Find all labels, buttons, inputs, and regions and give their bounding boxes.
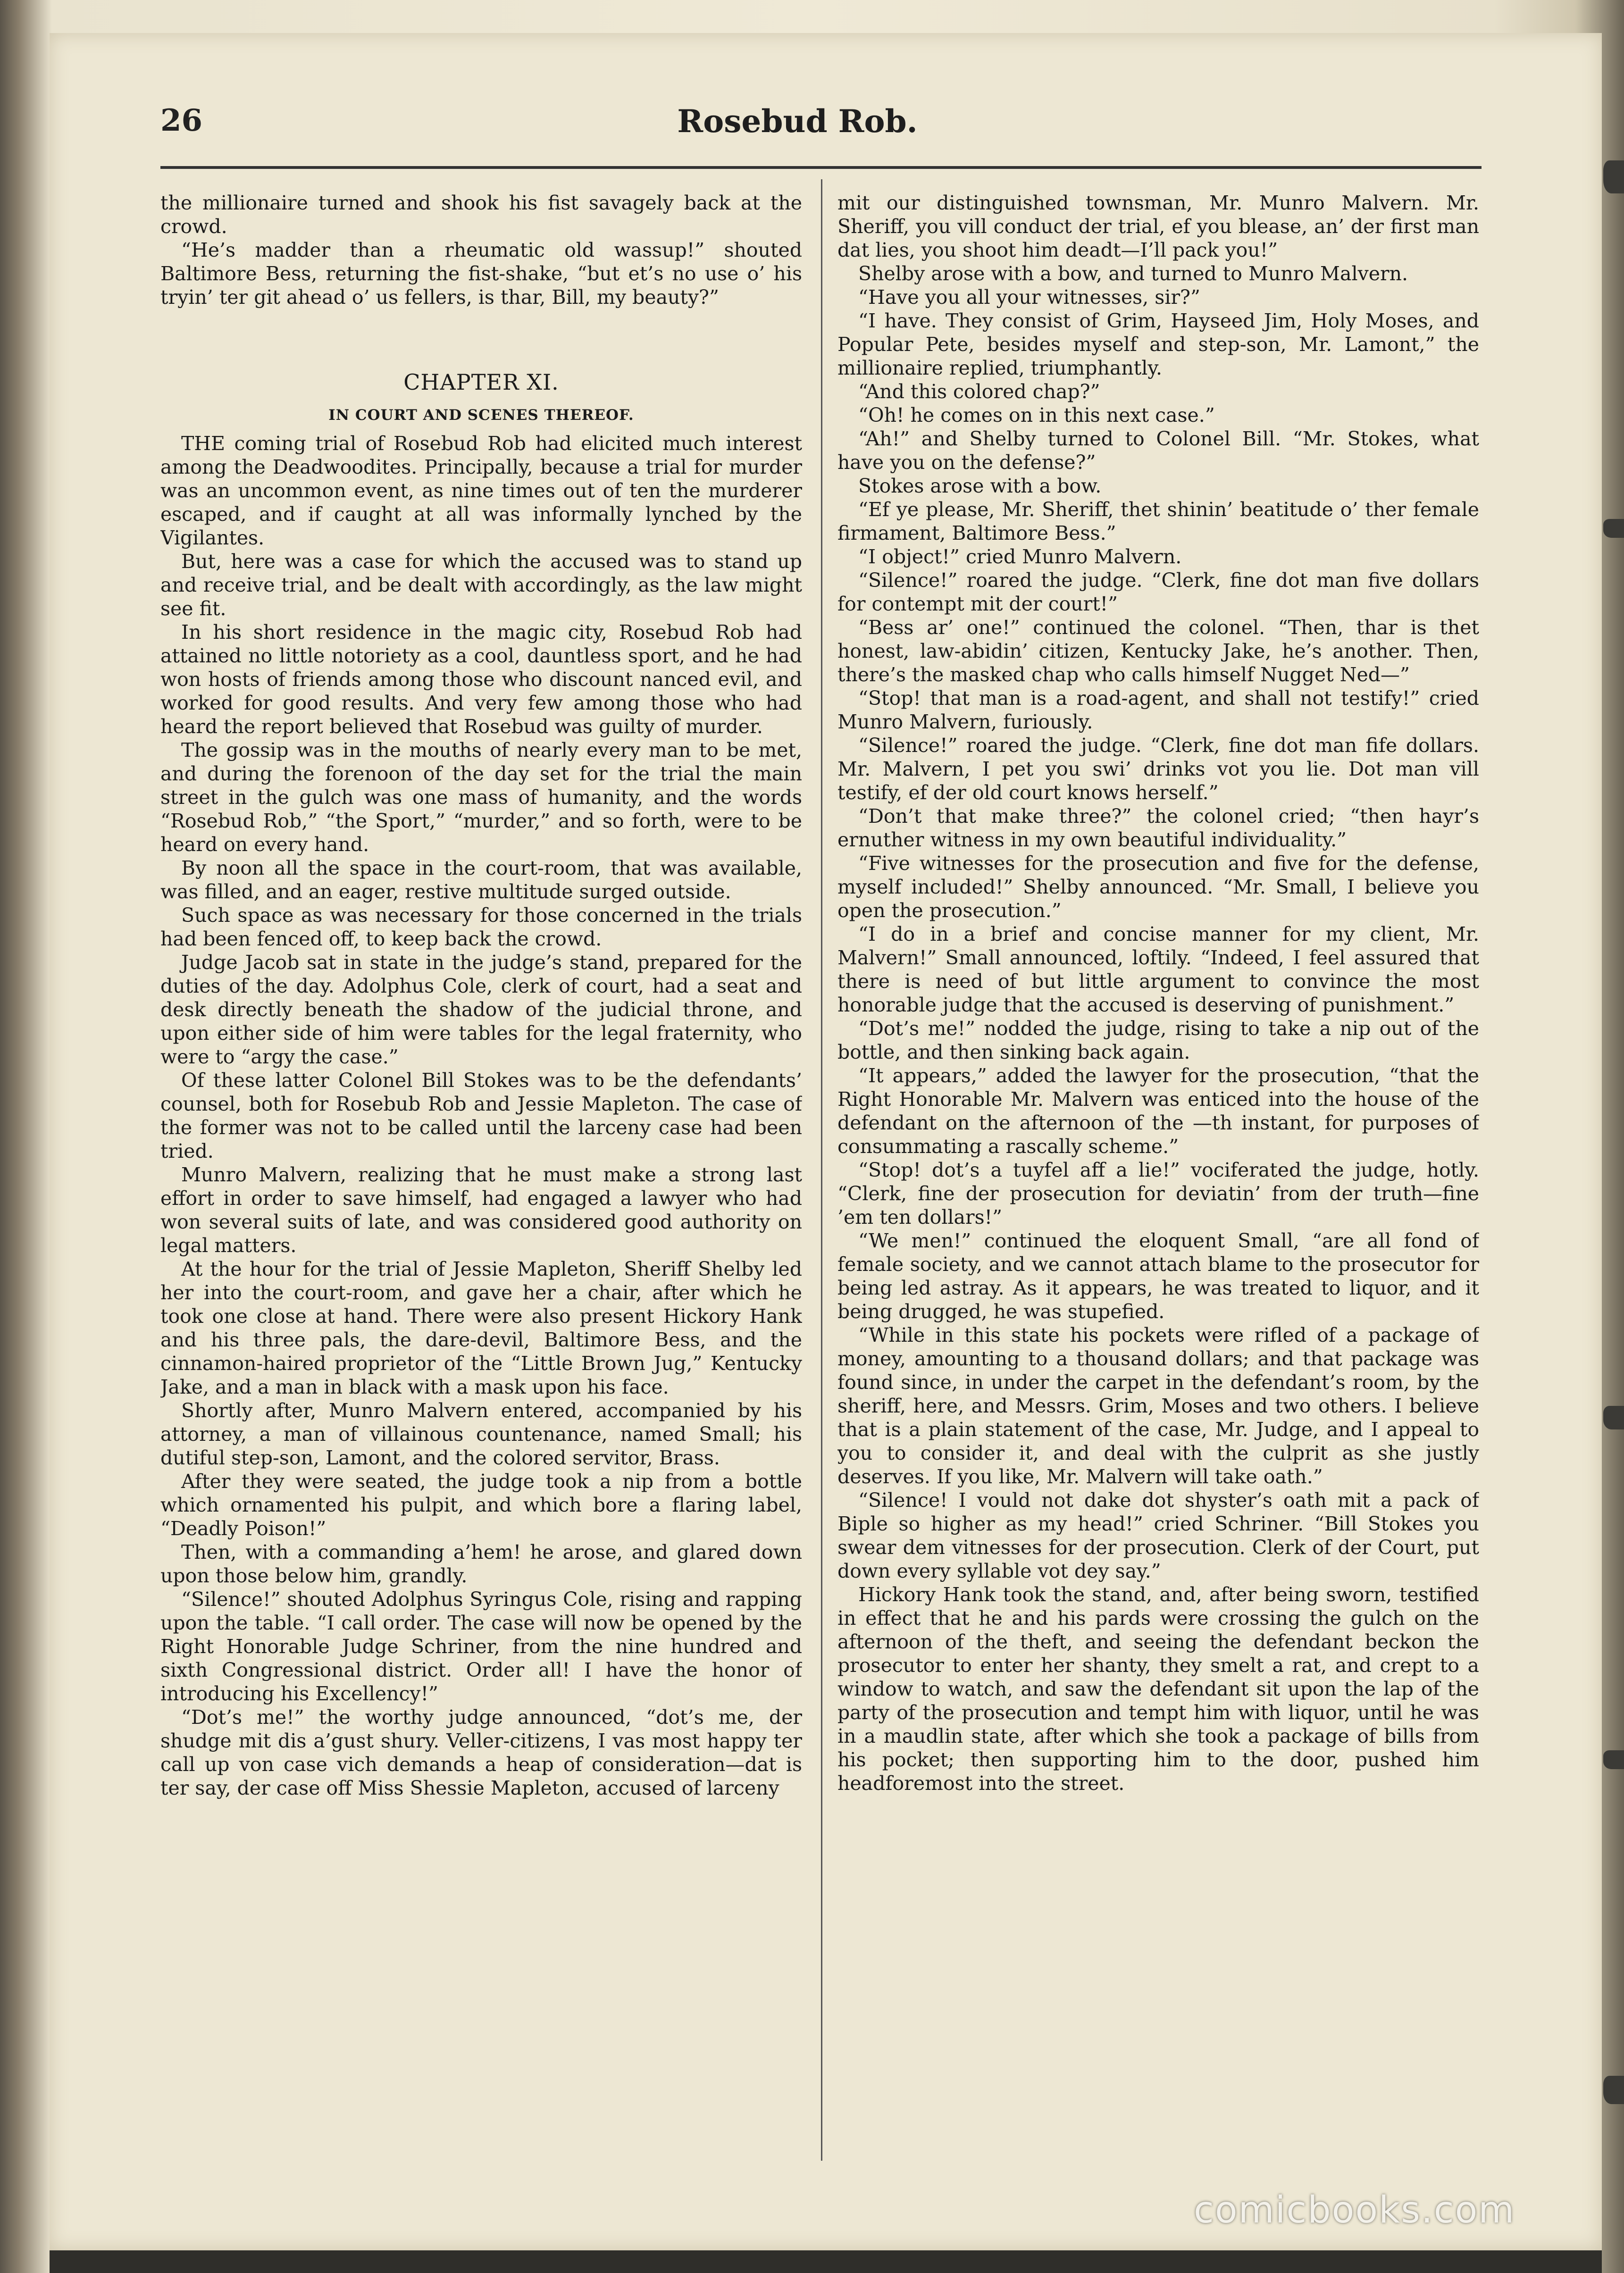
left-paragraphs [160,432,802,1800]
body-paragraph: Munro Malvern, realizing that he must make a strong last effort in order to save himself, had engaged a lawyer who had won several suits of late, and was considered good authority on legal matters. [160,1163,802,1257]
watermark: comicbooks.com [1194,2189,1515,2231]
scan-bottom-edge [50,2250,1602,2273]
body-paragraph: Stokes arose with a bow. [858,475,1102,497]
body-paragraph: At the hour for the trial of Jessie Mapleton, Sheriff Shelby led her into the court-room, and gave her a chair, after which he took one close at hand. There were also present Hickory Hank and his three pals, the dare-devil, Baltimore Bess, and the cinnamon-haired proprietor of the “Little Brown Jug,” Kentucky Jake, and a man in black with a mask upon his face. [160,1258,802,1398]
body-paragraph: “I do in a brief and concise manner for my client, Mr. Malvern!” Small announced, loftily. “Indeed, I feel assured that there is need of but little argument to convince the most honorable judge that the accused is deserving of punishment.” [837,923,1479,1016]
body-paragraph: By noon all the space in the court-room, that was available, was filled, and an eager, restive multitude surged outside. [160,857,802,903]
intro-paragraph: the millionaire turned and shook his fist savagely back at the crowd. [160,192,802,238]
column-divider [821,179,822,2161]
chapter-subtitle: IN COURT AND SCENES THEREOF. [328,407,634,424]
body-paragraph: But, here was a case for which the accused was to stand up and receive trial, and be dealt with accordingly, as the law might see fit. [160,550,802,620]
left-column [160,191,802,2158]
body-paragraph: “Silence!” shouted Adolphus Syringus Cole, rising and rapping upon the table. “I call order. The case will now be opened by the Right Honorable Judge Schriner, from the nine hundred and sixth Congressional district. Order all! I have the honor of introducing his Excellency!” [160,1588,802,1705]
body-paragraph: Such space as was necessary for those concerned in the trials had been fenced off, to keep back the crowd. [160,904,802,950]
body-paragraph: Shortly after, Munro Malvern entered, accompanied by his attorney, a man of villainous countenance, named Small; his dutiful step-son, Lamont, and the colored servitor, Brass. [160,1399,802,1469]
body-paragraph: “Dot’s me!” nodded the judge, rising to take a nip out of the bottle, and then sinking back again. [837,1017,1479,1063]
body-paragraph: In his short residence in the magic city, Rosebud Rob had attained no little notoriety as a cool, dauntless sport, and he had won hosts of friends among those who discount nanced evil, and worked for good results. And very few among those who had heard the report believed that Rosebud was guilty of murder. [160,621,802,738]
intro-paragraph: “He’s madder than a rheumatic old wassup!” shouted Baltimore Bess, returning the fist-shake, “but et’s no use o’ his tryin’ ter git ahead o’ us fellers, is thar, Bill, my beauty?” [160,239,802,309]
running-title: Rosebud Rob. [677,103,918,140]
body-paragraph: “Stop! dot’s a tuyfel aff a lie!” vociferated the judge, hotly. “Clerk, fine der prosecution for deviatin’ from der truth—fine ’em ten dollars!” [837,1159,1479,1228]
body-paragraph: “Silence!” roared the judge. “Clerk, fine dot man five dollars for contempt mit der court!” [837,569,1479,615]
page-edge-tear [1603,1406,1624,1429]
body-paragraph: Of these latter Colonel Bill Stokes was to be the defendants’ counsel, both for Rosebub Rob and Jessie Mapleton. The case of the former was not to be called until the larceny case had been tried. [160,1069,802,1162]
page-edge-tear [1603,160,1624,193]
body-paragraph: “Don’t that make three?” the colonel cried; “then hayr’s ernuther witness in my own beautiful individuality.” [837,805,1479,851]
body-paragraph: “Five witnesses for the prosecution and five for the defense, myself included!” Shelby announced. “Mr. Small, I believe you open the prosecution.” [837,852,1479,922]
body-paragraph: Judge Jacob sat in state in the judge’s stand, prepared for the duties of the day. Adolphus Cole, clerk of court, had a seat and desk directly beneath the shadow of the judicial throne, and upon either side of him were tables for the legal fraternity, who were to “argy the case.” [160,951,802,1068]
page-number: 26 [160,103,203,138]
body-paragraph: After they were seated, the judge took a nip from a bottle which ornamented his pulpit, and which bore a flaring label, “Deadly Poison!” [160,1470,802,1540]
body-paragraph: “Dot’s me!” the worthy judge announced, “dot’s me, der shudge mit dis a’gust shury. Veller-citizens, I vas most happy ter call up von case vich demands a heap of consideration—dat is ter say, der case off Miss Shessie Mapleton, accused of larceny [160,1706,802,1799]
body-paragraph: mit our distinguished townsman, Mr. Munro Malvern. Mr. Sheriff, you vill conduct der trial, ef you blease, an’ der first man dat lies, you shoot him deadt—I’ll pack you!” [837,192,1479,261]
body-paragraph: THE coming trial of Rosebud Rob had elicited much interest among the Deadwoodites. Principally, because a trial for murder was an uncommon event, as nine times out of ten the murderer escaped, and if caught at all was informally lynched by the Vigilantes. [160,432,802,549]
body-paragraph: “Ef ye please, Mr. Sheriff, thet shinin’ beatitude o’ ther female firmament, Baltimore Bess.” [837,498,1479,544]
body-paragraph: The gossip was in the mouths of nearly every man to be met, and during the forenoon of the day set for the trial the main street in the gulch was one mass of humanity, and the words “Rosebud Rob,” “the Sport,” “murder,” and so forth, were to be heard on every hand. [160,739,802,856]
body-paragraph: “And this colored chap?” [858,380,1100,403]
right-column [837,191,1479,2158]
chapter-title: CHAPTER XI. [403,369,559,395]
body-paragraph: “Silence!” roared the judge. “Clerk, fine dot man fife dollars. Mr. Malvern, I pet you swi’ drinks vot you lie. Dot man vill testify, ef der old court knows herself.” [837,734,1479,804]
body-paragraph: “Ah!” and Shelby turned to Colonel Bill. “Mr. Stokes, what have you on the defense?” [837,427,1479,474]
body-paragraph: “We men!” continued the eloquent Small, “are all fond of female society, and we cannot attach blame to the prosecutor for being led astray. As it appears, he was treated to liquor, and it being drugged, he was stupefied. [837,1229,1479,1323]
body-paragraph: Shelby arose with a bow, and turned to Munro Malvern. [858,262,1408,285]
body-paragraph: “Have you all your witnesses, sir?” [858,286,1200,309]
page-header [113,103,1482,155]
body-paragraph: “I have. They consist of Grim, Hayseed Jim, Holy Moses, and Popular Pete, besides myself and step-son, Mr. Lamont,” the millionaire replied, triumphantly. [837,309,1479,379]
body-paragraph: “I object!” cried Munro Malvern. [858,545,1182,568]
body-paragraph: “It appears,” added the lawyer for the prosecution, “that the Right Honorable Mr. Malvern was enticed into the house of the defendant on the afternoon of the —th instant, for purposes of consummating a rascally scheme.” [837,1064,1479,1158]
body-paragraph: Then, with a commanding a’hem! he arose, and glared down upon those below him, grandly. [160,1541,802,1587]
body-paragraph: Hickory Hank took the stand, and, after being sworn, testified in effect that he and his pards were crossing the gulch on the afternoon of the theft, and seeing the defendant beckon the prosecutor to enter her shanty, they smelt a rat, and crept to a window to watch, and saw the defendant sit upon the lap of the party of the prosecution and tempt him with liquor, until he was in a maudlin state, after which she took a package of bills from his pocket; then supporting him to the door, pushed him headforemost into the street. [837,1583,1479,1795]
right-paragraphs [837,191,1479,1795]
body-paragraph: “Stop! that man is a road-agent, and shall not testify!” cried Munro Malvern, furiously. [837,687,1479,733]
body-paragraph: “Oh! he comes on in this next case.” [858,404,1215,426]
page-edge-tear [1603,2076,1624,2104]
body-paragraph: “Silence! I vould not dake dot shyster’s oath mit a pack of Biple so higher as my head!” cried Schriner. “Bill Stokes you swear dem vitnesses for der prosecution. Clerk of der Court, put down every syllable vot dey say.” [837,1489,1479,1582]
page-edge-tear [1603,1750,1624,1769]
body-paragraph: “Bess ar’ one!” continued the colonel. “Then, thar is thet honest, law-abidin’ citizen, Kentucky Jake, he’s another. Then, there’s the masked chap who calls himself Nugget Ned—” [837,616,1479,686]
page-edge-tear [1603,519,1624,538]
header-rule [160,166,1482,169]
body-paragraph: “While in this state his pockets were rifled of a package of money, amounting to a thousand dollars; and that package was found since, in under the carpet in the defendant’s room, by the sheriff, here, and Messrs. Grim, Moses and two others. I believe that is a plain statement of the case, Mr. Judge, and I appeal to you to consider it, and deal with the culprit as she justly deserves. If you like, Mr. Malvern will take oath.” [837,1324,1479,1488]
